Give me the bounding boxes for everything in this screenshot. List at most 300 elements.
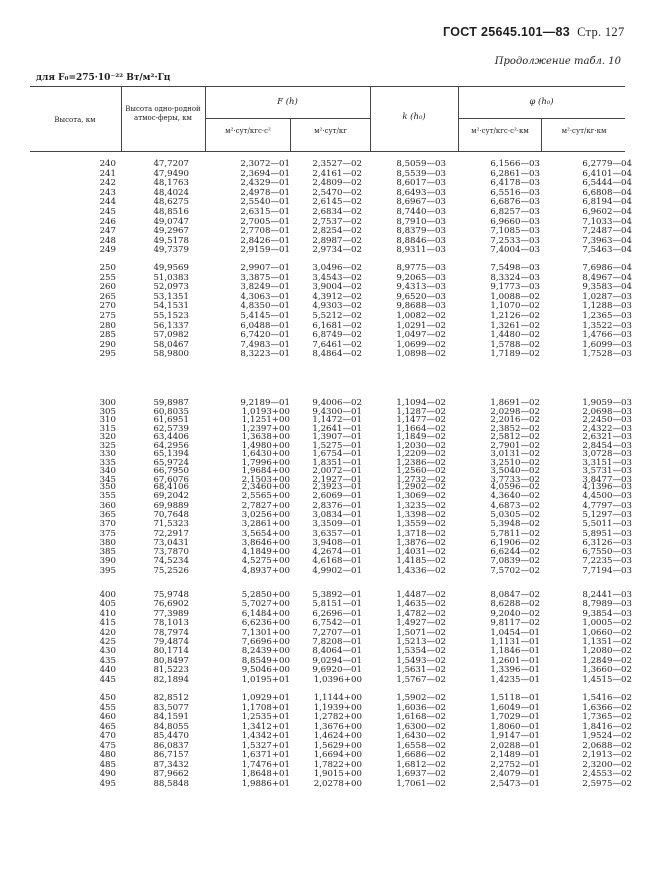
- scale-height-cell: 81,5223: [153, 665, 189, 676]
- k-cell: 1,0898—02: [396, 349, 446, 360]
- f-cell-1: 1,3412+01: [241, 721, 290, 732]
- phi-cell-1: 1,8060—01: [490, 721, 540, 732]
- f-cell-2: 3,4543—02: [312, 272, 362, 283]
- f-cell-2: 5,5212—02: [312, 311, 362, 321]
- f-cell-1: 2,7827+00: [241, 500, 290, 511]
- col-header-height: Высота, км: [54, 116, 96, 124]
- f-cell-1: 7,6696+00: [241, 637, 290, 647]
- f-cell-2: 7,6461—02: [312, 339, 362, 350]
- phi-cell-2: 7,6986—04: [582, 263, 632, 273]
- f-cell-1: 4,1849+00: [241, 547, 290, 558]
- k-cell: 1,1287—02: [396, 406, 446, 417]
- k-cell: 8,9775—03: [396, 263, 446, 273]
- phi-cell-1: 1,5788—02: [490, 339, 540, 350]
- scale-height-cell: 65,9724: [153, 457, 189, 468]
- f-cell-1: 2,4329—01: [240, 178, 290, 189]
- f-cell-1: 2,5565+00: [241, 491, 290, 502]
- f-cell-2: 1,8351—01: [312, 457, 362, 468]
- height-cell: 246: [99, 216, 116, 227]
- f-cell-1: 1,4342+01: [241, 731, 290, 741]
- phi-cell-1: 6,5516—03: [490, 187, 540, 198]
- k-cell: 8,8379—03: [396, 226, 446, 237]
- phi-cell-2: 2,4553—02: [582, 769, 632, 779]
- phi-cell-1: 1,4235—01: [490, 674, 540, 685]
- phi-cell-2: 7,3963—04: [582, 235, 632, 246]
- phi-cell-2: 3,0728—03: [582, 449, 632, 459]
- f-cell-1: 1,4980+00: [241, 440, 290, 451]
- phi-cell-2: 5,5011—03: [582, 519, 632, 530]
- height-cell: 430: [99, 646, 116, 657]
- k-cell: 1,3718—02: [396, 528, 446, 539]
- height-cell: 243: [99, 187, 116, 198]
- f-cell-1: 4,8350—01: [240, 301, 290, 312]
- k-cell: 1,4927—02: [396, 618, 446, 629]
- height-cell: 415: [99, 618, 116, 629]
- f-cell-2: 2,6834—02: [312, 207, 362, 217]
- scale-height-cell: 61,6951: [153, 415, 189, 425]
- f-cell-1: 3,5654+00: [241, 528, 290, 539]
- height-cell: 380: [99, 537, 116, 548]
- f-cell-2: 6,2696—01: [312, 608, 362, 619]
- f-cell-1: 1,5327+01: [241, 740, 290, 751]
- f-cell-2: 4,6168—01: [312, 556, 362, 567]
- col-divider-5: [458, 86, 459, 151]
- f-cell-2: 2,4161—02: [312, 168, 362, 179]
- k-cell: 1,6937—02: [396, 769, 446, 779]
- scale-height-cell: 48,6275: [153, 197, 189, 208]
- phi-cell-2: 6,7550—03: [582, 547, 632, 558]
- f-cell-2: 9,4006—02: [312, 398, 362, 408]
- phi-cell-1: 1,2126—02: [490, 311, 540, 321]
- k-cell: 1,2386—02: [396, 457, 446, 468]
- phi-cell-1: 9,1773—03: [490, 282, 540, 293]
- k-cell: 1,0699—02: [396, 339, 446, 350]
- height-cell: 390: [99, 556, 116, 567]
- phi-cell-2: 8,2441—03: [582, 590, 632, 600]
- phi-cell-1: 7,5702—02: [490, 565, 540, 576]
- f-cell-1: 6,1484+00: [241, 608, 290, 619]
- k-cell: 1,6558—02: [396, 740, 446, 751]
- col-header-k: k (h₀): [402, 112, 426, 122]
- phi-cell-1: 1,6049—01: [490, 702, 540, 713]
- f-cell-1: 3,2861+00: [241, 519, 290, 530]
- height-cell: 247: [99, 226, 116, 237]
- k-cell: 1,2732—02: [396, 474, 446, 485]
- f-cell-1: 2,9907—01: [240, 263, 290, 273]
- f-cell-2: 1,4624+00: [313, 731, 362, 741]
- k-cell: 1,5071—02: [396, 627, 446, 638]
- col-header-phi-unit-1: м²·сут/кгс·с²·км: [471, 127, 529, 135]
- k-cell: 1,7061—02: [396, 778, 446, 789]
- height-cell: 245: [99, 207, 116, 217]
- phi-cell-1: 1,5118—01: [490, 693, 540, 703]
- phi-cell-2: 1,3660—02: [582, 665, 632, 676]
- phi-cell-1: 6,2861—03: [490, 168, 540, 179]
- phi-cell-1: 4,6873—02: [490, 500, 540, 511]
- k-cell: 1,0497—02: [396, 330, 446, 341]
- k-cell: 1,4336—02: [396, 565, 446, 576]
- height-cell: 450: [99, 693, 116, 703]
- phi-cell-1: 1,1846—01: [490, 646, 540, 657]
- height-cell: 325: [99, 440, 116, 451]
- phi-cell-1: 1,0454—01: [490, 627, 540, 638]
- k-cell: 1,0291—02: [396, 320, 446, 331]
- scale-height-cell: 60,8035: [153, 406, 189, 417]
- f-cell-1: 9,2189—01: [240, 398, 290, 408]
- phi-cell-1: 1,9147—01: [490, 731, 540, 741]
- k-cell: 1,2209—02: [396, 449, 446, 459]
- scale-height-cell: 68,4106: [153, 482, 189, 492]
- phi-cell-2: 3,8477—03: [582, 474, 632, 485]
- scale-height-cell: 87,3432: [153, 759, 189, 770]
- height-cell: 240: [99, 159, 116, 169]
- f-cell-1: 1,2535+01: [241, 712, 290, 722]
- f-cell-1: 1,0195+01: [241, 674, 290, 685]
- f-cell-2: 2,4809—02: [312, 178, 362, 189]
- k-cell: 1,6686—02: [396, 750, 446, 760]
- phi-cell-2: 1,1351—02: [582, 637, 632, 647]
- height-cell: 340: [99, 466, 116, 476]
- height-cell: 290: [99, 339, 116, 350]
- phi-cell-1: 5,3948—02: [490, 519, 540, 530]
- scale-height-cell: 57,0982: [153, 330, 189, 341]
- phi-cell-1: 7,2533—03: [490, 235, 540, 246]
- k-cell: 8,6017—03: [396, 178, 446, 189]
- f-cell-2: 6,8749—02: [312, 330, 362, 341]
- phi-cell-2: 8,4967—04: [582, 272, 632, 283]
- height-cell: 460: [99, 712, 116, 722]
- phi-cell-2: 2,2450—03: [582, 415, 632, 425]
- f-cell-1: 4,3063—01: [240, 291, 290, 302]
- phi-cell-1: 4,0596—02: [490, 482, 540, 492]
- f-cell-1: 2,8426—01: [240, 235, 290, 246]
- scale-height-cell: 73,0431: [153, 537, 189, 548]
- scale-height-cell: 77,3989: [153, 608, 189, 619]
- phi-cell-2: 1,9059—03: [582, 398, 632, 408]
- f-cell-1: 1,8648+01: [241, 769, 290, 779]
- height-cell: 270: [99, 301, 116, 312]
- phi-cell-1: 6,6244—02: [490, 547, 540, 558]
- height-cell: 242: [99, 178, 116, 189]
- height-cell: 470: [99, 731, 116, 741]
- f-cell-1: 9,5046+00: [241, 665, 290, 676]
- table-continuation: Продолжение табл. 10: [494, 56, 621, 67]
- scale-height-cell: 76,6902: [153, 599, 189, 610]
- scale-height-cell: 47,7207: [153, 159, 189, 169]
- height-cell: 480: [99, 750, 116, 760]
- f-cell-2: 5,8151—01: [312, 599, 362, 610]
- scale-height-cell: 75,9748: [153, 590, 189, 600]
- scale-height-cell: 49,9569: [153, 263, 189, 273]
- k-cell: 1,6430—02: [396, 731, 446, 741]
- k-cell: 1,1849—02: [396, 432, 446, 442]
- f-cell-1: 6,7420—01: [240, 330, 290, 341]
- f-cell-1: 3,8249—01: [240, 282, 290, 293]
- phi-cell-1: 2,2016—02: [490, 415, 540, 425]
- phi-cell-2: 4,7797—03: [582, 500, 632, 511]
- scale-height-cell: 84,1591: [153, 712, 189, 722]
- phi-cell-1: 2,2752—01: [490, 759, 540, 770]
- phi-cell-1: 1,1070—02: [490, 301, 540, 312]
- k-cell: 1,3398—02: [396, 509, 446, 520]
- scale-height-cell: 85,4470: [153, 731, 189, 741]
- phi-cell-2: 1,9524—02: [582, 731, 632, 741]
- f-cell-1: 8,2439+00: [241, 646, 290, 657]
- height-cell: 370: [99, 519, 116, 530]
- f-cell-2: 1,3907—01: [312, 432, 362, 442]
- f-cell-1: 1,2397+00: [241, 423, 290, 434]
- k-cell: 1,2030—02: [396, 440, 446, 451]
- f-cell-1: 6,6236+00: [241, 618, 290, 629]
- f-group-rule: [205, 118, 370, 119]
- f-cell-1: 1,7996+00: [241, 457, 290, 468]
- standard-number: ГОСТ 25645.101—83: [443, 25, 571, 39]
- standard-title: [443, 25, 625, 40]
- f-cell-1: 1,0193+00: [241, 406, 290, 417]
- f-cell-1: 3,3875—01: [240, 272, 290, 283]
- f-cell-2: 3,6357—01: [312, 528, 362, 539]
- phi-cell-1: 6,1906—02: [490, 537, 540, 548]
- phi-cell-2: 2,1913—02: [582, 750, 632, 760]
- scale-height-cell: 65,1394: [153, 449, 189, 459]
- phi-cell-1: 6,1566—03: [490, 159, 540, 169]
- f-cell-1: 2,3694—01: [240, 168, 290, 179]
- phi-cell-2: 2,5975—02: [582, 778, 632, 789]
- phi-cell-2: 1,2849—02: [582, 655, 632, 666]
- scale-height-cell: 84,8055: [153, 721, 189, 732]
- phi-cell-2: 4,4500—03: [582, 491, 632, 502]
- col-header-f-unit-2: м²·сут/кг: [314, 127, 347, 135]
- height-cell: 249: [99, 245, 116, 256]
- height-cell: 260: [99, 282, 116, 293]
- phi-cell-1: 6,4178—03: [490, 178, 540, 189]
- scale-height-cell: 47,9490: [153, 168, 189, 179]
- phi-cell-2: 2,6321—03: [582, 432, 632, 442]
- height-cell: 385: [99, 547, 116, 558]
- f-cell-2: 1,1472—01: [312, 415, 362, 425]
- f-cell-2: 1,6754—01: [312, 449, 362, 459]
- phi-cell-1: 2,3852—02: [490, 423, 540, 434]
- height-cell: 475: [99, 740, 116, 751]
- f-cell-1: 1,0929+01: [241, 693, 290, 703]
- scale-height-cell: 86,0837: [153, 740, 189, 751]
- k-cell: 1,4782—02: [396, 608, 446, 619]
- col-divider-6: [541, 118, 542, 151]
- f-cell-2: 2,1927—01: [312, 474, 362, 485]
- k-cell: 8,8846—03: [396, 235, 446, 246]
- f-cell-2: 7,2707—01: [312, 627, 362, 638]
- f-cell-2: 4,9303—02: [312, 301, 362, 312]
- f-cell-1: 2,7005—01: [240, 216, 290, 227]
- f-cell-2: 1,6694+00: [313, 750, 362, 760]
- height-cell: 395: [99, 565, 116, 576]
- f-cell-2: 2,5470—02: [312, 187, 362, 198]
- phi-cell-1: 1,3261—02: [490, 320, 540, 331]
- height-cell: 295: [99, 349, 116, 360]
- col-header-scale-height: Высота одно-родной атмос-феры, км: [125, 105, 201, 122]
- col-divider-4: [370, 86, 371, 151]
- k-cell: 1,5767—02: [396, 674, 446, 685]
- scale-height-cell: 49,7379: [153, 245, 189, 256]
- phi-cell-1: 7,4004—03: [490, 245, 540, 256]
- phi-cell-2: 1,2365—03: [582, 311, 632, 321]
- scale-height-cell: 86,7157: [153, 750, 189, 760]
- scale-height-cell: 78,1013: [153, 618, 189, 629]
- f-cell-1: 1,1708+01: [241, 702, 290, 713]
- f-cell-2: 9,0294—01: [312, 655, 362, 666]
- phi-cell-2: 1,4515—02: [582, 674, 632, 685]
- scale-height-cell: 52,0973: [153, 282, 189, 293]
- k-cell: 8,5539—03: [396, 168, 446, 179]
- f-cell-1: 4,8937+00: [241, 565, 290, 576]
- f-cell-1: 8,3223—01: [240, 349, 290, 360]
- k-cell: 8,5059—03: [396, 159, 446, 169]
- scale-height-cell: 66,7950: [153, 466, 189, 476]
- header-bottom-rule: [30, 151, 625, 152]
- f-cell-1: 2,3072—01: [240, 159, 290, 169]
- k-cell: 9,4313—03: [396, 282, 446, 293]
- scale-height-cell: 48,8516: [153, 207, 189, 217]
- f-cell-2: 6,7542—01: [312, 618, 362, 629]
- height-cell: 300: [99, 398, 116, 408]
- f-cell-2: 1,9015+00: [313, 769, 362, 779]
- phi-cell-2: 1,1288—03: [582, 301, 632, 312]
- scale-height-cell: 69,9889: [153, 500, 189, 511]
- k-cell: 1,3876—02: [396, 537, 446, 548]
- scale-height-cell: 79,4874: [153, 637, 189, 647]
- col-divider-1: [121, 86, 122, 151]
- scale-height-cell: 78,7974: [153, 627, 189, 638]
- phi-cell-2: 1,2080—02: [582, 646, 632, 657]
- f-cell-1: 3,0256+00: [241, 509, 290, 520]
- f-cell-2: 5,3892—01: [312, 590, 362, 600]
- k-cell: 1,1664—02: [396, 423, 446, 434]
- f-cell-2: 1,0396+00: [313, 674, 362, 685]
- height-cell: 485: [99, 759, 116, 770]
- phi-cell-2: 8,7989—03: [582, 599, 632, 610]
- k-cell: 1,4185—02: [396, 556, 446, 567]
- scale-height-cell: 87,9662: [153, 769, 189, 779]
- scale-height-cell: 72,2917: [153, 528, 189, 539]
- k-cell: 1,5631—02: [396, 665, 446, 676]
- phi-cell-2: 2,0698—03: [582, 406, 632, 417]
- f-cell-1: 1,7476+01: [241, 759, 290, 770]
- scale-height-cell: 74,5234: [153, 556, 189, 567]
- f-cell-2: 2,0278+00: [313, 778, 362, 789]
- scale-height-cell: 69,2042: [153, 491, 189, 502]
- f-cell-1: 1,1251+00: [241, 415, 290, 425]
- f-cell-2: 2,7537—02: [312, 216, 362, 227]
- phi-cell-1: 2,1489—01: [490, 750, 540, 760]
- phi-cell-2: 7,2235—03: [582, 556, 632, 567]
- f-cell-2: 4,2674—01: [312, 547, 362, 558]
- scale-height-cell: 73,7870: [153, 547, 189, 558]
- f-cell-2: 1,3676+00: [313, 721, 362, 732]
- f-cell-1: 4,5275+00: [241, 556, 290, 567]
- scale-height-cell: 75,2526: [153, 565, 189, 576]
- phi-cell-1: 1,8691—02: [490, 398, 540, 408]
- page-number: Стр. 127: [577, 25, 625, 39]
- f-cell-1: 3,8646+00: [241, 537, 290, 548]
- scale-height-cell: 48,4024: [153, 187, 189, 198]
- phi-cell-1: 3,2510—02: [490, 457, 540, 468]
- scale-height-cell: 71,5323: [153, 519, 189, 530]
- height-cell: 275: [99, 311, 116, 321]
- phi-cell-2: 9,3854—03: [582, 608, 632, 619]
- col-divider-3: [290, 118, 291, 151]
- phi-cell-1: 6,9660—03: [490, 216, 540, 227]
- phi-cell-2: 1,8416—02: [582, 721, 632, 732]
- scale-height-cell: 70,7648: [153, 509, 189, 520]
- k-cell: 1,6812—02: [396, 759, 446, 770]
- f-cell-2: 2,8254—02: [312, 226, 362, 237]
- f-cell-2: 2,6145—02: [312, 197, 362, 208]
- k-cell: 1,2902—02: [396, 482, 446, 492]
- phi-cell-2: 7,1033—04: [582, 216, 632, 227]
- scale-height-cell: 58,0467: [153, 339, 189, 350]
- phi-cell-2: 1,7528—03: [582, 349, 632, 360]
- phi-cell-1: 8,3324—03: [490, 272, 540, 283]
- phi-cell-2: 7,5463—04: [582, 245, 632, 256]
- f-cell-1: 2,6315—01: [240, 207, 290, 217]
- phi-cell-2: 6,9602—04: [582, 207, 632, 217]
- f-cell-2: 1,1939+00: [313, 702, 362, 713]
- f-cell-2: 1,1144+00: [313, 693, 362, 703]
- phi-cell-1: 5,7811—02: [490, 528, 540, 539]
- scale-height-cell: 53,1351: [153, 291, 189, 302]
- f-cell-2: 8,4864—02: [312, 349, 362, 360]
- phi-cell-1: 4,3640—02: [490, 491, 540, 502]
- phi-cell-1: 3,5040—02: [490, 466, 540, 476]
- k-cell: 9,6520—03: [396, 291, 446, 302]
- height-cell: 345: [99, 474, 116, 485]
- height-cell: 305: [99, 406, 116, 417]
- phi-cell-2: 1,4766—03: [582, 330, 632, 341]
- f-cell-2: 1,5629+00: [313, 740, 362, 751]
- scale-height-cell: 80,1714: [153, 646, 189, 657]
- phi-cell-2: 2,4322—03: [582, 423, 632, 434]
- f-cell-1: 7,4983—01: [240, 339, 290, 350]
- phi-cell-1: 9,2040—02: [490, 608, 540, 619]
- phi-cell-1: 2,5473—01: [490, 778, 540, 789]
- scale-height-cell: 67,6076: [153, 474, 189, 485]
- scale-height-cell: 83,5077: [153, 702, 189, 713]
- scale-height-cell: 59,8987: [153, 398, 189, 408]
- f-cell-2: 2,9734—02: [312, 245, 362, 256]
- f-cell-1: 8,8549+00: [241, 655, 290, 666]
- height-cell: 445: [99, 674, 116, 685]
- f-cell-1: 1,9684+00: [241, 466, 290, 476]
- k-cell: 1,0082—02: [396, 311, 446, 321]
- k-cell: 1,4635—02: [396, 599, 446, 610]
- phi-cell-1: 2,4079—01: [490, 769, 540, 779]
- f-cell-1: 2,7708—01: [240, 226, 290, 237]
- scale-height-cell: 51,0383: [153, 272, 189, 283]
- phi-cell-2: 1,6099—03: [582, 339, 632, 350]
- phi-cell-1: 1,4480—02: [490, 330, 540, 341]
- f-cell-1: 2,9159—01: [240, 245, 290, 256]
- phi-cell-1: 3,0131—02: [490, 449, 540, 459]
- phi-cell-1: 7,5498—03: [490, 263, 540, 273]
- phi-cell-1: 8,6288—02: [490, 599, 540, 610]
- phi-cell-1: 2,0298—02: [490, 406, 540, 417]
- phi-cell-2: 6,4101—04: [582, 168, 632, 179]
- col-header-phi: φ (h₀): [529, 97, 554, 107]
- f-cell-1: 2,5540—01: [240, 197, 290, 208]
- phi-cell-2: 2,0688—02: [582, 740, 632, 751]
- height-cell: 405: [99, 599, 116, 610]
- phi-cell-1: 9,8117—02: [490, 618, 540, 629]
